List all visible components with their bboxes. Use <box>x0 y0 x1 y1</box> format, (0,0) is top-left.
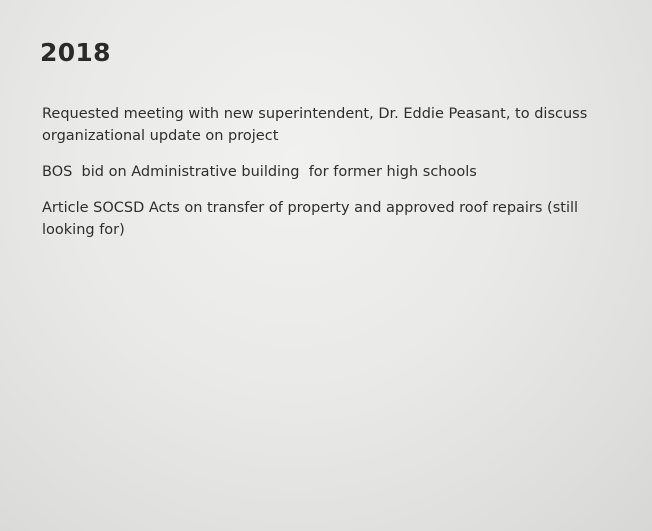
note-item: Requested meeting with new superintendent, Dr. Eddie Peasant, to discuss organizational update on project <box>42 106 592 144</box>
slide-heading: 2018 <box>40 38 111 67</box>
note-item: Article SOCSD Acts on transfer of property and approved roof repairs (still looking for) <box>42 200 583 238</box>
notes-list <box>42 103 602 255</box>
note-item: BOS bid on Administrative building for former high schools <box>42 164 477 180</box>
